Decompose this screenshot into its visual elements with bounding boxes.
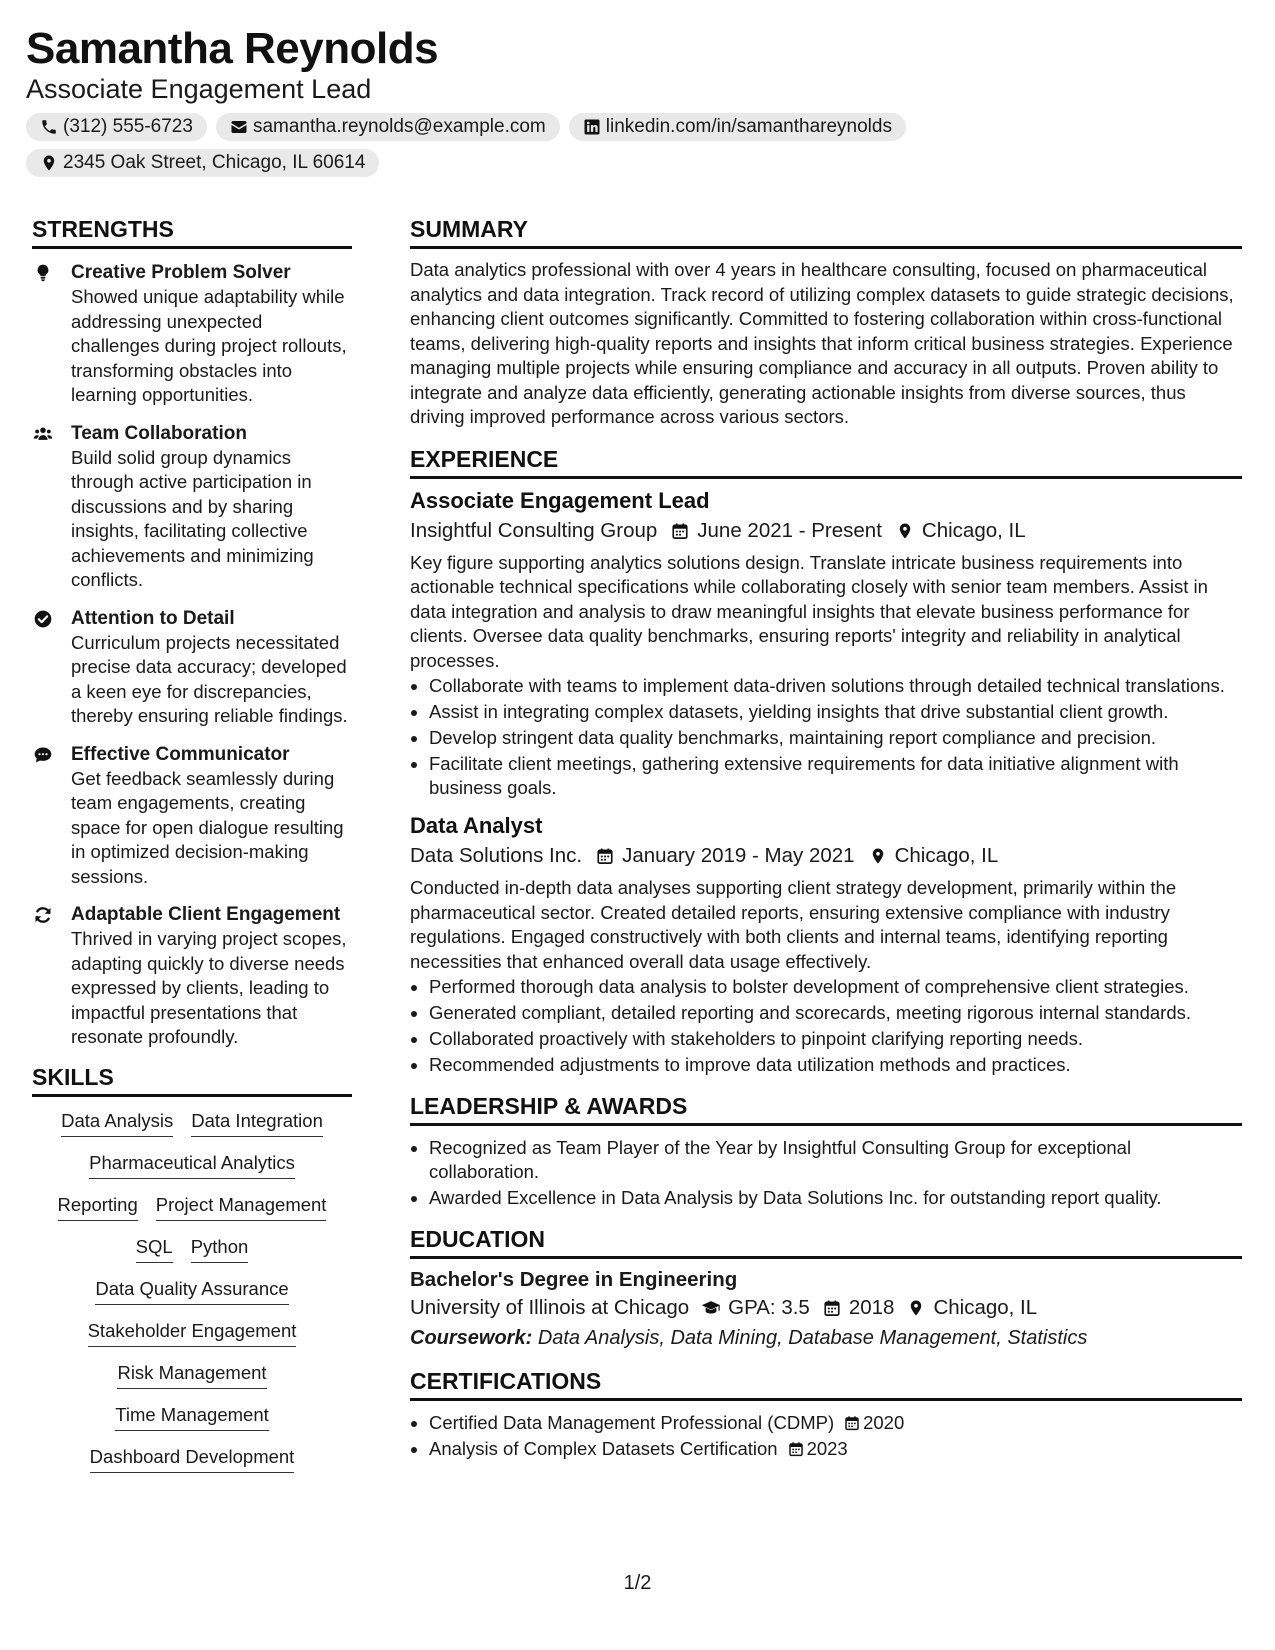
skills-section	[32, 1064, 352, 1473]
page-number: 1/2	[623, 1572, 652, 1594]
job-bullets	[410, 975, 1242, 1077]
strength-description: Get feedback seamlessly during team engagements, creating space for open dialogue resulting in optimized decision-making sessions.	[71, 767, 344, 887]
leadership-section	[410, 1093, 1242, 1210]
summary-section	[410, 216, 1242, 430]
map-marker-icon	[896, 522, 914, 540]
calendar-icon	[596, 847, 614, 865]
list-item: Awarded Excellence in Data Analysis by Data Solutions Inc. for outstanding report quality.	[410, 1186, 1242, 1210]
skill-tag: Reporting	[58, 1193, 138, 1221]
education-coursework	[410, 1324, 1242, 1352]
envelope-icon	[230, 118, 248, 136]
strength-item	[32, 743, 352, 890]
skill-tag: Python	[191, 1235, 249, 1263]
strengths-section	[32, 216, 352, 1050]
summary-heading: SUMMARY	[410, 216, 1242, 249]
strength-item	[32, 261, 352, 408]
strength-title: Adaptable Client Engagement	[71, 904, 341, 925]
calendar-icon	[844, 1415, 860, 1431]
skill-tag: Dashboard Development	[90, 1445, 295, 1473]
map-marker-icon	[906, 1299, 926, 1317]
contact-linkedin-text: linkedin.com/in/samanthareynolds	[605, 116, 892, 137]
skill-tag: Pharmaceutical Analytics	[89, 1151, 295, 1179]
list-item: Recognized as Team Player of the Year by Insightful Consulting Group for exceptional collaboration.	[410, 1136, 1242, 1184]
skill-tag: Time Management	[115, 1403, 269, 1431]
job-meta	[410, 841, 1242, 871]
resume-header	[26, 22, 1256, 177]
skill-tag: Data Integration	[191, 1109, 323, 1137]
education-school: University of Illinois at Chicago	[410, 1296, 690, 1319]
list-item: Facilitate client meetings, gathering extensive requirements for data initiative alignment with business goals.	[410, 752, 1242, 800]
leadership-list	[410, 1136, 1242, 1210]
calendar-icon	[671, 522, 689, 540]
map-marker-icon	[40, 154, 58, 172]
strength-item	[32, 607, 352, 729]
education-location: Chicago, IL	[933, 1296, 1038, 1319]
list-item: Assist in integrating complex datasets, yielding insights that drive substantial client growth.	[410, 700, 1242, 724]
lightbulb-icon	[32, 263, 54, 283]
job-location: Chicago, IL	[894, 844, 999, 867]
leadership-heading: LEADERSHIP & AWARDS	[410, 1093, 1242, 1126]
strength-description: Curriculum projects necessitated precise data accuracy; developed a keen eye for discrepancies, thereby ensuring reliable findings.	[71, 631, 348, 726]
users-icon	[32, 424, 54, 444]
strength-item	[32, 422, 352, 593]
strength-description: Showed unique adaptability while addressing unexpected challenges during project rollouts, transforming obstacles into learning opportunities.	[71, 286, 347, 405]
education-heading: EDUCATION	[410, 1226, 1242, 1259]
skills-list	[32, 1109, 352, 1473]
job-entry	[410, 812, 1242, 1077]
education-meta	[410, 1293, 1242, 1323]
job-meta	[410, 516, 1242, 546]
list-item: Develop stringent data quality benchmarks, maintaining report compliance and precision.	[410, 726, 1242, 750]
job-description: Key figure supporting analytics solutions design. Translate intricate business requirements into actionable technical specifications while collaborating closely with senior team members. Assist in data integration and analysis to draw meaningful insights that elevate business performance for clients. Oversee data quality benchmarks, ensuring reports' integrity and reliability in analytical processes.	[410, 551, 1208, 671]
strength-title: Team Collaboration	[71, 422, 247, 444]
linkedin-icon	[583, 118, 601, 136]
list-item: Performed thorough data analysis to bolster development of comprehensive client strategies.	[410, 975, 1242, 999]
list-item	[410, 1437, 1242, 1461]
education-gpa: GPA: 3.5	[728, 1296, 810, 1319]
skill-tag: SQL	[136, 1235, 173, 1263]
cert-name: Analysis of Complex Datasets Certification	[429, 1438, 778, 1459]
contact-address[interactable]	[26, 149, 379, 177]
list-item: Collaborate with teams to implement data-driven solutions through detailed technical translations.	[410, 674, 1242, 698]
cert-name: Certified Data Management Professional (CDMP)	[429, 1412, 835, 1433]
education-section	[410, 1226, 1242, 1352]
summary-text: Data analytics professional with over 4 years in healthcare consulting, focused on pharmaceutical analytics and data integration. Track record of utilizing complex datasets to guide strategic decisions, enhancing client outcomes significantly. Committed to fostering collaboration within cross-functional teams, delivering high-quality reports and insights that inform critical business strategies. Experience managing multiple projects while ensuring compliance and accuracy in all outputs. Proven ability to integrate and analyze data efficiently, generating actionable insights from diverse sources, thus driving improved performance across various sectors.	[410, 259, 1234, 427]
sync-icon	[32, 905, 54, 925]
contact-email[interactable]	[216, 113, 560, 141]
contact-email-text: samantha.reynolds@example.com	[252, 116, 546, 137]
skills-heading: SKILLS	[32, 1064, 352, 1097]
skill-tag: Stakeholder Engagement	[88, 1319, 297, 1347]
job-title: Data Analyst	[410, 813, 543, 838]
phone-icon	[40, 118, 58, 136]
job-company: Data Solutions Inc.	[410, 844, 583, 867]
job-company: Insightful Consulting Group	[410, 518, 658, 542]
contact-address-text: 2345 Oak Street, Chicago, IL 60614	[63, 152, 366, 173]
job-description: Conducted in-depth data analyses supporting client strategy development, primarily within the pharmaceutical sector. Created detailed reports, ensuring extensive compliance with industry regulations. Engaged constructively with both clients and internal teams, identifying reporting necessities that enhanced overall data usage effectively.	[410, 877, 1177, 972]
skill-tag: Project Management	[156, 1193, 327, 1221]
job-dates: June 2021 - Present	[697, 518, 882, 542]
job-location: Chicago, IL	[921, 518, 1026, 542]
graduation-cap-icon	[701, 1299, 721, 1317]
certifications-section	[410, 1368, 1242, 1461]
strength-item	[32, 903, 352, 1050]
cert-year: 2023	[806, 1438, 848, 1459]
job-entry	[410, 487, 1242, 801]
skill-tag: Data Quality Assurance	[95, 1277, 288, 1305]
comment-icon	[32, 745, 54, 765]
calendar-icon	[822, 1299, 842, 1317]
strength-description: Thrived in varying project scopes, adapting quickly to diverse needs expressed by clients, leading to impactful presentations that resonate profoundly.	[71, 928, 347, 1047]
contact-phone[interactable]	[26, 113, 207, 141]
list-item	[410, 1411, 1242, 1435]
strengths-heading: STRENGTHS	[32, 216, 352, 249]
strength-title: Attention to Detail	[71, 607, 235, 629]
certifications-heading: CERTIFICATIONS	[410, 1368, 1242, 1401]
experience-section	[410, 446, 1242, 1078]
calendar-icon	[788, 1441, 804, 1457]
map-marker-icon	[869, 847, 887, 865]
contact-linkedin[interactable]	[569, 113, 906, 141]
experience-heading: EXPERIENCE	[410, 446, 1242, 479]
contact-list	[26, 113, 926, 177]
coursework-text: Data Analysis, Data Mining, Database Management, Statistics	[537, 1327, 1088, 1349]
coursework-label: Coursework:	[410, 1327, 533, 1349]
list-item: Generated compliant, detailed reporting and scorecards, meeting rigorous internal standards.	[410, 1001, 1242, 1025]
list-item: Recommended adjustments to improve data utilization methods and practices.	[410, 1053, 1242, 1077]
education-year: 2018	[848, 1296, 895, 1319]
strength-description: Build solid group dynamics through active participation in discussions and by sharing insights, facilitating collective achievements and minimizing conflicts.	[71, 446, 314, 590]
right-column	[410, 216, 1242, 1463]
skill-tag: Risk Management	[117, 1361, 266, 1389]
list-item: Collaborated proactively with stakeholders to pinpoint clarifying reporting needs.	[410, 1027, 1242, 1051]
job-title: Associate Engagement Lead	[410, 487, 710, 513]
strength-title: Effective Communicator	[71, 743, 290, 765]
left-column	[32, 216, 352, 1473]
job-dates: January 2019 - May 2021	[622, 844, 855, 867]
cert-year: 2020	[863, 1412, 905, 1433]
candidate-title: Associate Engagement Lead	[26, 74, 372, 104]
strength-title: Creative Problem Solver	[71, 262, 291, 283]
job-bullets	[410, 674, 1242, 800]
education-degree: Bachelor's Degree in Engineering	[410, 1268, 738, 1291]
skill-tag: Data Analysis	[61, 1109, 173, 1137]
contact-phone-text: (312) 555-6723	[63, 116, 193, 137]
candidate-name: Samantha Reynolds	[26, 24, 439, 73]
check-circle-icon	[32, 609, 54, 629]
certifications-list	[410, 1411, 1242, 1461]
